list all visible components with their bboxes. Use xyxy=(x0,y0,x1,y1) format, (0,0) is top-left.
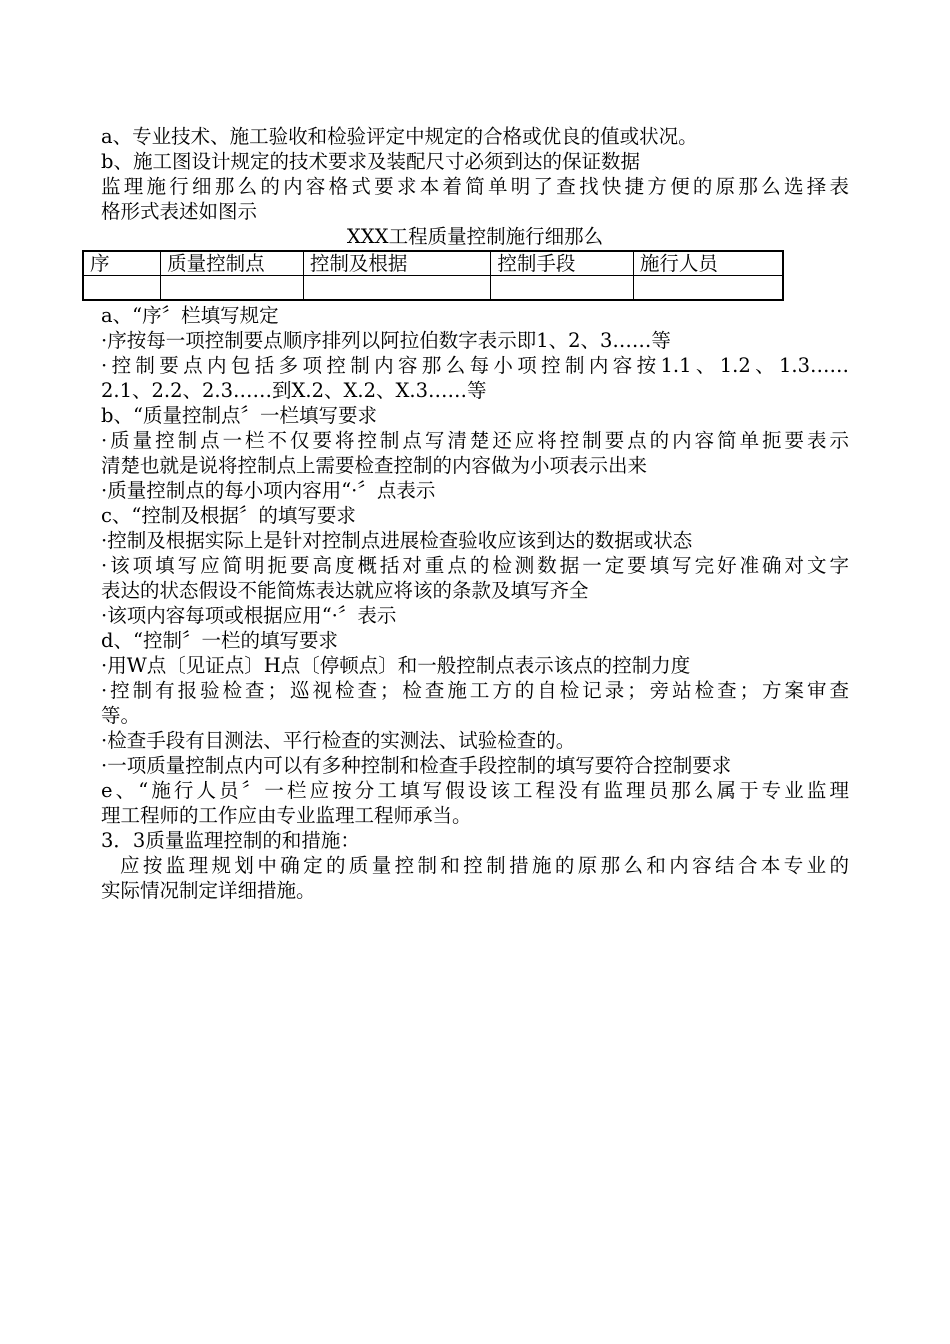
table-cell xyxy=(633,276,783,301)
table-header-row xyxy=(83,251,783,276)
table-title: XXX工程质量控制施行细那么 xyxy=(346,225,604,248)
section-c-title: c、“控制及根据〞的填写要求 xyxy=(101,504,356,527)
section-d-item-3: ·检查手段有目测法、平行检查的实测法、试验检查的。 xyxy=(101,729,576,752)
section-a-item-2-line-1: ·控制要点内包括多项控制内容那么每小项控制内容按1.1、1.2、1.3…… xyxy=(101,354,849,377)
table-cell xyxy=(83,276,161,301)
section-3-3-line-1: 应按监理规划中确定的质量控制和控制措施的原那么和内容结合本专业的 xyxy=(120,854,849,877)
section-a-item-2-line-2: 2.1、2.2、2.3……到X.2、X.2、X.3……等 xyxy=(101,379,487,402)
control-table xyxy=(82,250,784,301)
intro-line-2: 格形式表述如图示 xyxy=(101,200,258,223)
paragraph-b-design: b、施工图设计规定的技术要求及装配尺寸必须到达的保证数据 xyxy=(101,150,640,173)
document-page xyxy=(90,124,849,903)
section-3-3-title: 3．3质量监理控制的和措施： xyxy=(101,829,360,852)
section-d-item-2-line-1: ·控制有报验检查；巡视检查；检查施工方的自检记录；旁站检查；方案审查 xyxy=(101,679,849,702)
section-a-item-1: ·序按每一项控制要点顺序排列以阿拉伯数字表示即1、2、3……等 xyxy=(101,329,671,352)
header-control-point: 质量控制点 xyxy=(161,251,304,276)
section-3-3-line-2: 实际情况制定详细措施。 xyxy=(101,879,316,902)
section-d-title: d、“控制〞一栏的填写要求 xyxy=(101,629,338,652)
paragraph-a-standard: a、专业技术、施工验收和检验评定中规定的合格或优良的值或状况。 xyxy=(101,125,698,148)
section-c-item-2-line-1: ·该项填写应简明扼要高度概括对重点的检测数据一定要填写完好准确对文字 xyxy=(101,554,849,577)
section-c-item-1: ·控制及根据实际上是针对控制点进展检查验收应该到达的数据或状态 xyxy=(101,529,693,552)
section-e-line-1: e、“施行人员〞一栏应按分工填写假设该工程没有监理员那么属于专业监理 xyxy=(101,779,849,802)
section-d-item-1: ·用W点〔见证点〕H点〔停顿点〕和一般控制点表示该点的控制力度 xyxy=(101,654,691,677)
intro-line-1: 监理施行细那么的内容格式要求本着简单明了查找快捷方便的原那么选择表 xyxy=(101,175,849,198)
section-b-item-1-line-2: 清楚也就是说将控制点上需要检查控制的内容做为小项表示出来 xyxy=(101,454,648,477)
header-personnel: 施行人员 xyxy=(633,251,783,276)
table-cell xyxy=(303,276,490,301)
table-cell xyxy=(491,276,634,301)
section-c-item-2-line-2: 表达的状态假设不能简炼表达就应将该的条款及填写齐全 xyxy=(101,579,589,602)
section-b-item-2: ·质量控制点的每小项内容用“·〞点表示 xyxy=(101,479,436,502)
section-d-item-4: ·一项质量控制点内可以有多种控制和检查手段控制的填写要符合控制要求 xyxy=(101,754,732,777)
section-e-line-2: 理工程师的工作应由专业监理工程师承当。 xyxy=(101,804,472,827)
section-a-title: a、“序〞栏填写规定 xyxy=(101,304,279,327)
table-cell xyxy=(161,276,304,301)
section-b-title: b、“质量控制点〞一栏填写要求 xyxy=(101,404,377,427)
section-c-item-3: ·该项内容每项或根据应用“·〞表示 xyxy=(101,604,397,627)
header-control-basis: 控制及根据 xyxy=(303,251,490,276)
header-control-means: 控制手段 xyxy=(491,251,634,276)
header-seq: 序 xyxy=(83,251,161,276)
section-d-item-2-line-2: 等。 xyxy=(101,704,141,727)
section-b-item-1-line-1: ·质量控制点一栏不仅要将控制点写清楚还应将控制要点的内容简单扼要表示 xyxy=(101,429,849,452)
table-row xyxy=(83,276,783,301)
